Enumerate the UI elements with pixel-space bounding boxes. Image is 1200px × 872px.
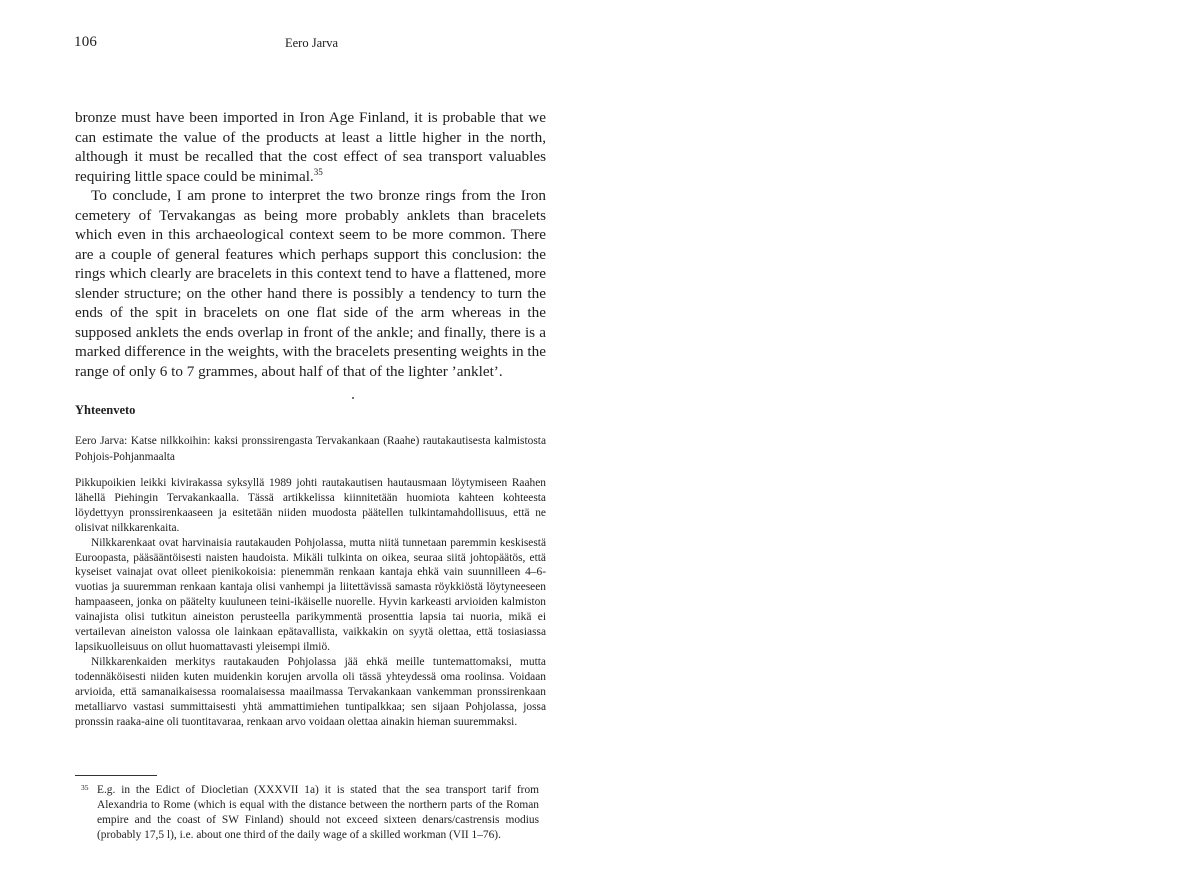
summary-heading: Yhteenveto: [75, 403, 136, 417]
paragraph-2: To conclude, I am prone to interpret the two bronze rings from the Iron cemetery of Tervakangas as being more probably anklets than bracelets which even in this archaeological context seem to be more common. There are a couple of general features which perhaps support this conclusion: the rings which clearly are bracelets in this context tend to have a flattened, more slender structure; on the other hand there is possibly a tendency to turn the ends of the spit in bracelets on one flat side of the arm whereas in the supposed anklets the ends overlap in front of the ankle; and finally, there is a marked difference in the weights, with the bracelets presenting weights in the range of only 6 to 7 grammes, about half of that of the lighter ’anklet’.: [75, 187, 546, 380]
footnote-rule: [75, 775, 157, 776]
summary-paragraph: Nilkkarenkaat ovat harvinaisia rautakauden Pohjolassa, mutta niitä tunnetaan paremmin keskisestä Euroopasta, pääsääntöisesti naisten haudoista. Mikäli tulkinta on oikea, seuraa siitä johtopäätös, että kyseiset vainajat ovat olleet pienikokoisia: pienemmän renkaan kantaja ehkä vain suunnilleen 4–6-vuotias ja suuremman renkaan kantaja olisi vanhempi ja liitettävissä samasta röykkiöstä löytyneeseen hampaaseen, jonka on päätelty kuuluneen teini-ikäiselle nuorelle. Hyvin karkeasti arvioiden kalmiston vainajista olisi tutkitun aineiston perusteella parikymmentä prosenttia lapsia tai nuoria, mikä ei vertailevan aineiston valossa ole lainkaan epätavallista, vaikkakin on syytä olettaa, että tosiasiassa lapsikuolleisuus on ollut huomattavasti yleisempi ilmiö.: [75, 536, 546, 653]
footnote-mark: 35: [81, 783, 89, 792]
paragraph-1-text: bronze must have been imported in Iron Age Finland, it is probable that we can estimate the value of the products at least a little higher in the north, although it must be recalled that the cost effect of sea transport valuables requiring little space could be minimal.: [75, 109, 546, 185]
main-text: [75, 108, 546, 381]
stray-dot: [352, 397, 354, 399]
footnote-text: E.g. in the Edict of Diocletian (XXXVII 1a) it is stated that the sea transport tarif from Alexandria to Rome (which is equal with the distance between the northern parts of the Roman empire and the coast of SW Finland) should not exceed sixteen denars/castrensis modius (probably 17,5 l), i.e. about one third of the daily wage of a skilled workman (VII 1–76).: [97, 784, 539, 841]
footnote-reference: 35: [313, 166, 323, 177]
summary-paragraph: Pikkupoikien leikki kivirakassa syksyllä 1989 johti rautakautisen hautausmaan löytymiseen Raahen lähellä Piehingin Tervakankaalla. Tässä artikkelissa kiinnitetään huomiota kahteen kohteesta löydettyyn pronssirenkaaseen ja esitetään niiden muodosta päätellen tulkintamahdollisuus, että ne olisivat nilkkarenkaita.: [75, 477, 546, 534]
summary-paragraph: Nilkkarenkaiden merkitys rautakauden Pohjolassa jää ehkä meille tuntemattomaksi, mutta todennäköisesti niiden kuten muidenkin korujen arvolla oli tässä yhteydessä oma roolinsa. Voidaan arvioida, että samanaikaisessa roomalaisessa maailmassa Tervakankaan vankemman pronssirenkaan metalliarvo vastasi summittaisesti yhtä ammattimiehen tuntipalkkaa; sen sijaan Pohjolassa, jossa pronssin raaka-aine oli tuontitavaraa, renkaan arvo voidaan olettaa ainakin hieman suuremmaksi.: [75, 655, 546, 728]
summary-body: [75, 476, 546, 729]
footnote: [75, 783, 539, 843]
right-page-blank: [600, 0, 1200, 872]
summary-title: Eero Jarva: Katse nilkkoihin: kaksi pronssirengasta Tervakankaan (Raahe) rautakautisesta kalmistosta Pohjois-Pohjanmaalta: [75, 435, 546, 463]
paragraph-1: [75, 108, 546, 186]
running-head: Eero Jarva: [285, 36, 339, 50]
page-number: 106: [74, 34, 98, 50]
